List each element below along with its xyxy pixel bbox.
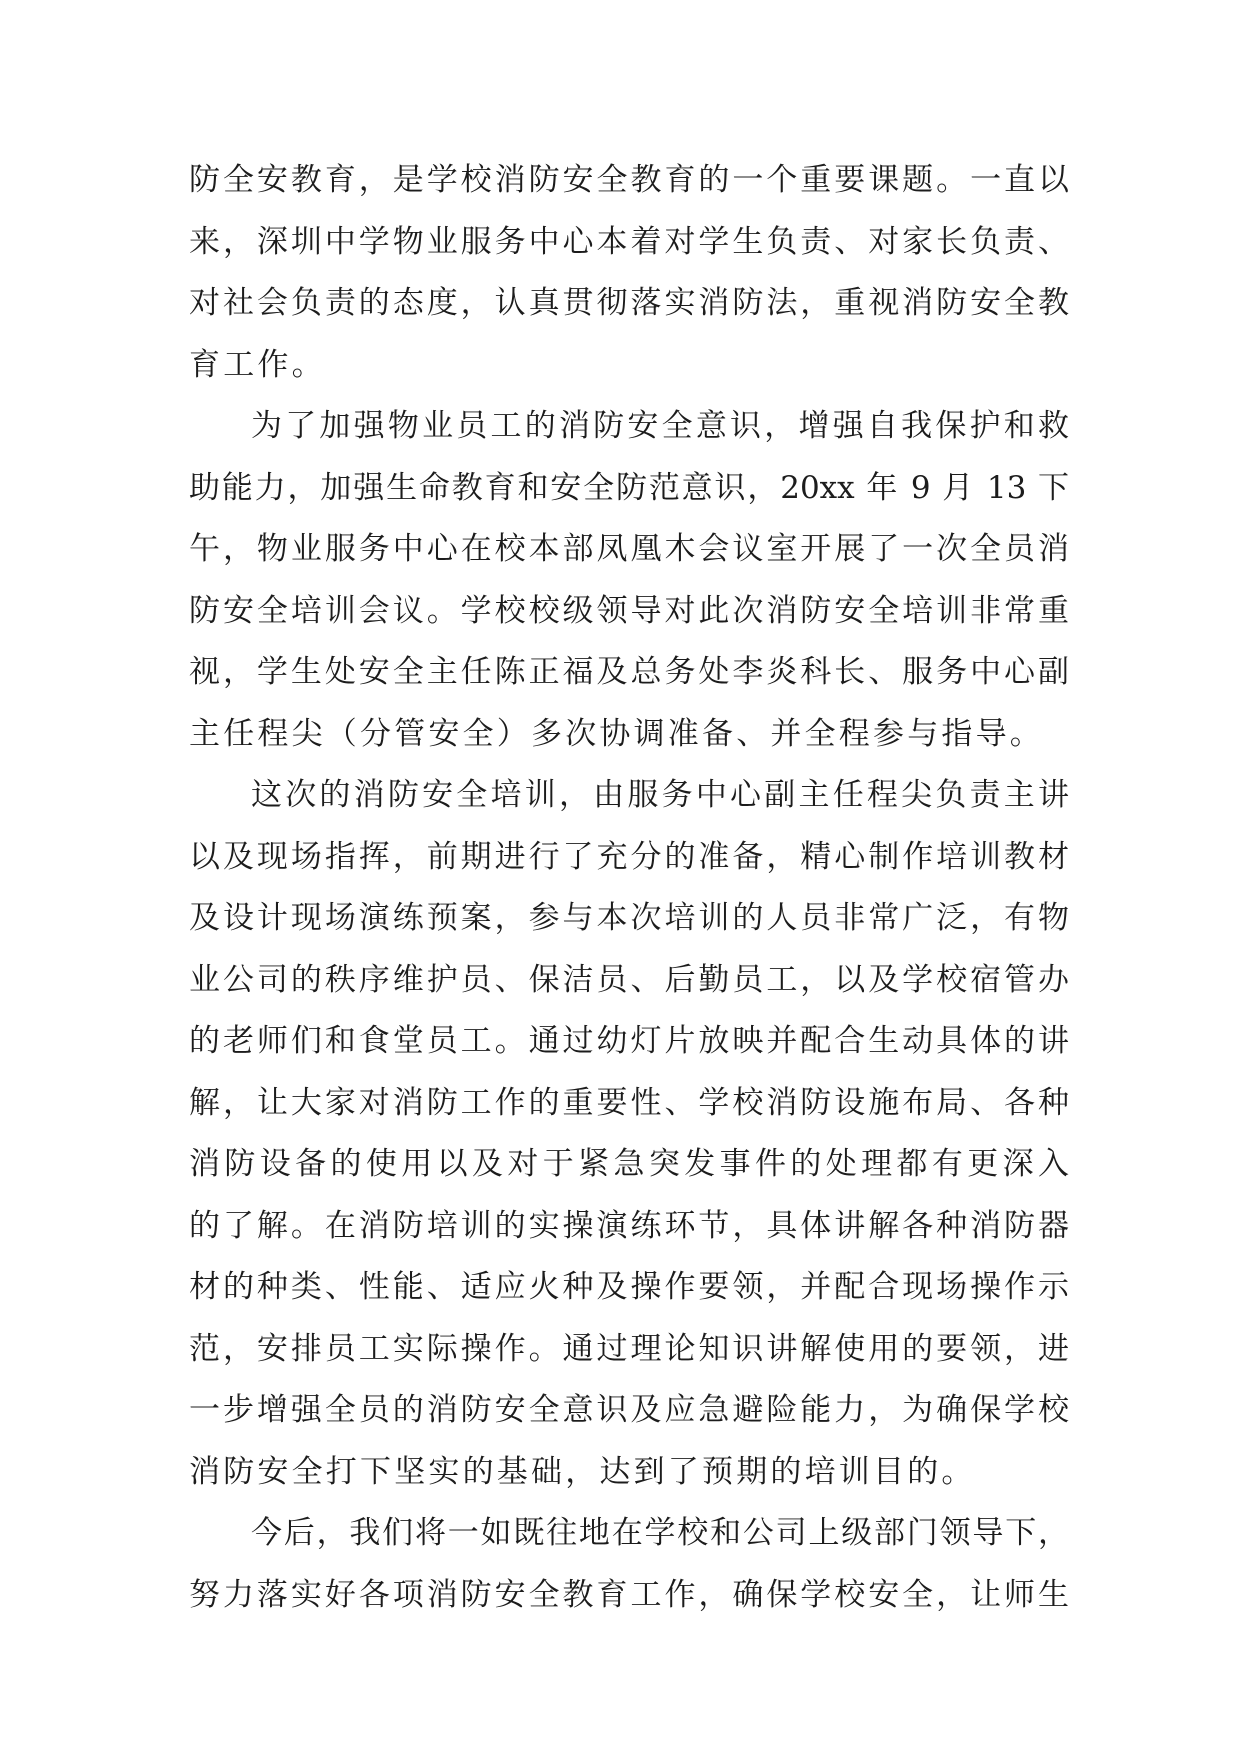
text-line: 解，让大家对消防工作的重要性、学校消防设施布局、各种 bbox=[189, 1084, 1069, 1121]
paragraph-start-line: 为了加强物业员工的消防安全意识，增强自我保护和救 bbox=[251, 408, 1069, 444]
text-line: 范，安排员工实际操作。通过理论知识讲解使用的要领，进 bbox=[189, 1330, 1069, 1367]
text-line: 的了解。在消防培训的实操演练环节，具体讲解各种消防器 bbox=[189, 1207, 1069, 1244]
paragraph-start-line: 今后，我们将一如既往地在学校和公司上级部门领导下， bbox=[251, 1515, 1069, 1551]
text-line: 以及现场指挥，前期进行了充分的准备，精心制作培训教材 bbox=[189, 838, 1069, 875]
text-line: 对社会负责的态度，认真贯彻落实消防法，重视消防安全教 bbox=[189, 285, 1069, 321]
text-line: 防全安教育，是学校消防安全教育的一个重要课题。一直以 bbox=[189, 162, 1069, 198]
text-line: 防安全培训会议。学校校级领导对此次消防安全培训非常重 bbox=[189, 592, 1069, 629]
text-line: 视，学生处安全主任陈正福及总务处李炎科长、服务中心副 bbox=[189, 654, 1069, 690]
text-line: 助能力，加强生命教育和安全防范意识，20xx 年 9 月 13 下 bbox=[189, 469, 1069, 506]
text-line: 及设计现场演练预案，参与本次培训的人员非常广泛，有物 bbox=[189, 900, 1069, 936]
body-text bbox=[189, 150, 1069, 1626]
text-line: 来，深圳中学物业服务中心本着对学生负责、对家长负责、 bbox=[189, 223, 1069, 260]
text-line: 一步增强全员的消防安全意识及应急避险能力，为确保学校 bbox=[189, 1392, 1069, 1428]
text-line: 主任程尖（分管安全）多次协调准备、并全程参与指导。 bbox=[189, 715, 1044, 752]
text-line: 努力落实好各项消防安全教育工作，确保学校安全，让师生 bbox=[189, 1576, 1069, 1613]
text-line: 业公司的秩序维护员、保洁员、后勤员工，以及学校宿管办 bbox=[189, 961, 1069, 998]
text-line: 消防安全打下坚实的基础，达到了预期的培训目的。 bbox=[189, 1453, 976, 1490]
paragraph-start-line: 这次的消防安全培训，由服务中心副主任程尖负责主讲 bbox=[251, 777, 1069, 813]
text-line: 的老师们和食堂员工。通过幼灯片放映并配合生动具体的讲 bbox=[189, 1023, 1069, 1059]
text-line: 育工作。 bbox=[189, 346, 326, 383]
text-line: 消防设备的使用以及对于紧急突发事件的处理都有更深入 bbox=[189, 1146, 1069, 1182]
text-line: 材的种类、性能、适应火种及操作要领，并配合现场操作示 bbox=[189, 1269, 1069, 1305]
text-line: 午，物业服务中心在校本部凤凰木会议室开展了一次全员消 bbox=[189, 531, 1069, 567]
